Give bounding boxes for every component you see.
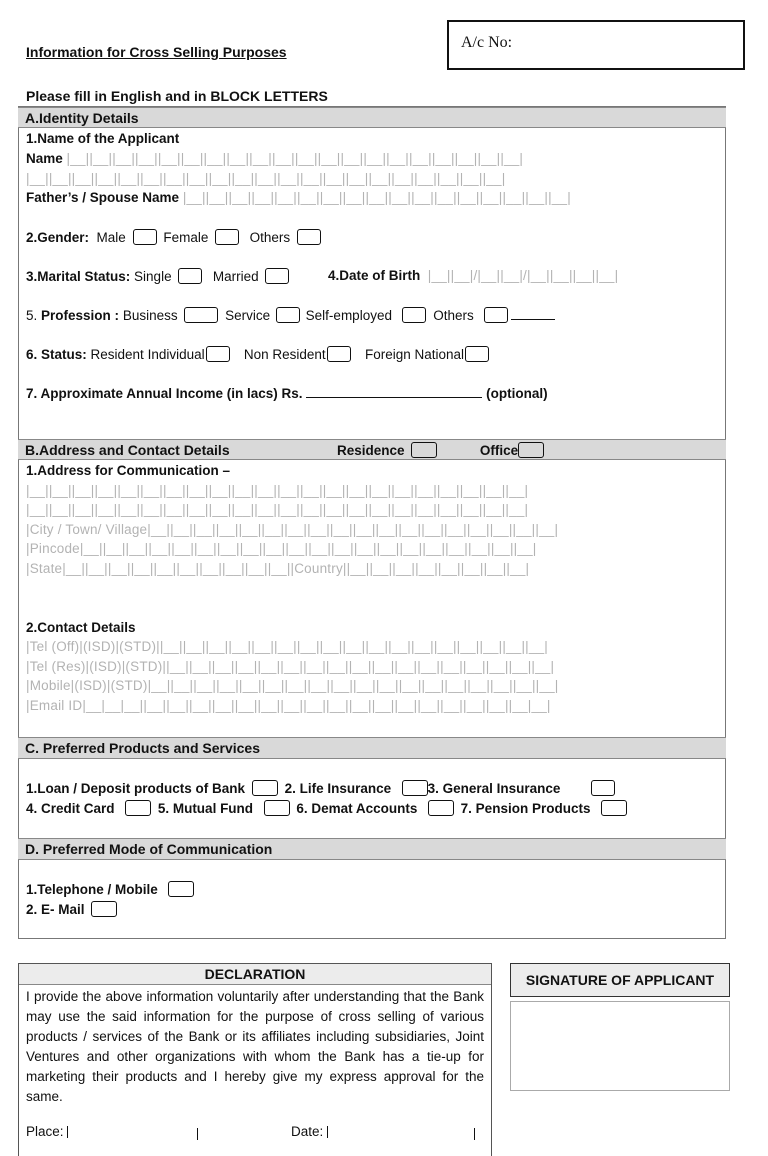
comm-email-checkbox[interactable]: [91, 901, 117, 917]
section-b-title: B.Address and Contact Details: [25, 442, 230, 458]
section-a-heading: [18, 107, 726, 128]
gender-label: 2.Gender:: [26, 230, 90, 245]
date-of-birth-row[interactable]: [328, 268, 618, 283]
tel-residence-cells[interactable]: |Tel (Res)|(ISD)|(STD)||__||__||__||__||__||__||__||__||__||__||__||__||__||__||__||__||__|: [26, 659, 555, 674]
mobile-cells[interactable]: |Mobile|(ISD)|(STD)|__||__||__||__||__||__||__||__||__||__||__||__||__||__||__||__||__||__|: [26, 678, 559, 693]
product-mutual-checkbox[interactable]: [264, 800, 290, 816]
city-cells[interactable]: |City / Town/ Village|__||__||__||__||__||__||__||__||__||__||__||__||__||__||__||__||__||__|: [26, 522, 559, 537]
product-credit-label: 4. Credit Card: [26, 801, 115, 816]
profession-others-checkbox[interactable]: [484, 307, 508, 323]
applicant-name-heading: 1.Name of the Applicant: [26, 131, 180, 146]
gender-female-label: Female: [163, 230, 209, 245]
comm-email-label: 2. E- Mail: [26, 902, 85, 917]
form-instruction: Please fill in English and in BLOCK LETTERS: [26, 88, 328, 104]
tel-office-cells[interactable]: |Tel (Off)|(ISD)|(STD)||__||__||__||__||__||__||__||__||__||__||__||__||__||__||__||__||__|: [26, 639, 548, 654]
declaration-title: DECLARATION: [204, 966, 306, 982]
profession-selfemployed-label: Self-employed: [305, 308, 392, 323]
residence-checkbox[interactable]: [411, 442, 437, 458]
comm-email-row: [26, 901, 120, 917]
status-resident-checkbox[interactable]: [206, 346, 230, 362]
marital-label: 3.Marital Status:: [26, 269, 131, 284]
signature-box[interactable]: [510, 1001, 730, 1091]
comm-telephone-checkbox[interactable]: [168, 881, 194, 897]
marital-married-label: Married: [212, 269, 259, 284]
product-general-label: 3. General Insurance: [427, 781, 561, 796]
address-heading: 1.Address for Communication –: [26, 463, 231, 478]
profession-service-checkbox[interactable]: [276, 307, 300, 323]
date-field-start: [327, 1126, 328, 1138]
products-row-1: [26, 780, 618, 796]
signature-header: [510, 963, 730, 997]
address-line-1-cells[interactable]: |__||__||__||__||__||__||__||__||__||__||__||__||__||__||__||__||__||__||__||__||__||__|: [26, 483, 529, 498]
dob-label: 4.Date of Birth: [328, 268, 421, 283]
father-spouse-label: Father’s / Spouse Name: [26, 190, 180, 205]
date-label: Date:: [291, 1124, 324, 1139]
applicant-name-row[interactable]: [26, 151, 523, 166]
email-cells[interactable]: |Email ID|__|__|__||__||__||__||__||__||__||__||__||__||__||__||__||__||__||__||__||__|__|: [26, 698, 551, 713]
place-field-start: [67, 1126, 68, 1138]
product-credit-checkbox[interactable]: [125, 800, 151, 816]
section-a-title: A.Identity Details: [25, 110, 139, 126]
section-d-heading: [18, 838, 726, 860]
father-spouse-name-row[interactable]: [26, 190, 571, 205]
gender-row: [26, 229, 324, 245]
name-label: Name: [26, 151, 63, 166]
product-demat-checkbox[interactable]: [428, 800, 454, 816]
declaration-header: [19, 964, 491, 985]
account-number-label: A/c No:: [461, 34, 513, 51]
address-line-2-cells[interactable]: |__||__||__||__||__||__||__||__||__||__||__||__||__||__||__||__||__||__||__||__||__||__|: [26, 502, 529, 517]
status-row: [26, 346, 492, 362]
name-cells-2[interactable]: |__||__||__||__||__||__||__||__||__||__||__||__||__||__||__||__||__||__||__||__||__|: [26, 171, 506, 186]
office-checkbox[interactable]: [518, 442, 544, 458]
annual-income-row[interactable]: [26, 386, 548, 401]
status-nonresident-label: Non Resident: [243, 347, 326, 362]
profession-number: 5.: [26, 308, 38, 323]
product-life-checkbox[interactable]: [402, 780, 428, 796]
gender-male-label: Male: [96, 230, 126, 245]
address-type-row: [337, 442, 547, 458]
profession-label: Profession :: [41, 308, 120, 323]
marital-single-checkbox[interactable]: [178, 268, 202, 284]
father-spouse-cells[interactable]: |__||__||__||__||__||__||__||__||__||__||__||__||__||__||__||__||__|: [182, 190, 571, 205]
product-loan-label: 1.Loan / Deposit products of Bank: [26, 781, 246, 796]
place-row[interactable]: [26, 1124, 68, 1139]
marital-single-label: Single: [134, 269, 172, 284]
office-label: Office: [479, 443, 519, 458]
place-label: Place:: [26, 1124, 64, 1139]
product-pension-label: 7. Pension Products: [460, 801, 591, 816]
account-number-field[interactable]: [447, 20, 745, 70]
gender-others-checkbox[interactable]: [297, 229, 321, 245]
status-label: 6. Status:: [26, 347, 87, 362]
contact-heading: 2.Contact Details: [26, 620, 136, 635]
status-nonresident-checkbox[interactable]: [327, 346, 351, 362]
profession-business-checkbox[interactable]: [184, 307, 218, 323]
signature-title: SIGNATURE OF APPLICANT: [525, 972, 715, 988]
status-foreign-checkbox[interactable]: [465, 346, 489, 362]
profession-others-blank[interactable]: [511, 319, 555, 320]
marital-married-checkbox[interactable]: [265, 268, 289, 284]
product-pension-checkbox[interactable]: [601, 800, 627, 816]
profession-business-label: Business: [122, 308, 178, 323]
status-foreign-label: Foreign National: [364, 347, 465, 362]
profession-others-label: Others: [433, 308, 474, 323]
profession-service-label: Service: [225, 308, 271, 323]
state-country-cells[interactable]: |State|__||__||__||__||__||__||__||__||__||__||Country||__||__||__||__||__||__||__||__|: [26, 561, 530, 576]
product-loan-checkbox[interactable]: [252, 780, 278, 796]
place-field-end: [197, 1128, 198, 1140]
pincode-cells[interactable]: |Pincode|__||__||__||__||__||__||__||__||__||__||__||__||__||__||__||__||__||__||__||__|: [26, 541, 537, 556]
income-label: 7. Approximate Annual Income (in lacs) Rs.: [26, 386, 303, 401]
gender-female-checkbox[interactable]: [215, 229, 239, 245]
income-blank[interactable]: [306, 397, 482, 398]
marital-status-row: [26, 268, 292, 284]
gender-others-label: Others: [249, 230, 291, 245]
product-life-label: 2. Life Insurance: [284, 781, 392, 796]
profession-row: [26, 307, 555, 323]
date-field-end: [474, 1128, 475, 1140]
product-general-checkbox[interactable]: [591, 780, 615, 796]
products-row-2: [26, 800, 630, 816]
product-demat-label: 6. Demat Accounts: [296, 801, 418, 816]
name-cells[interactable]: |__||__||__||__||__||__||__||__||__||__||__||__||__||__||__||__||__||__||__||__|: [66, 151, 524, 166]
form-title: Information for Cross Selling Purposes: [26, 44, 287, 60]
comm-telephone-label: 1.Telephone / Mobile: [26, 882, 158, 897]
status-resident-label: Resident Individual: [90, 347, 205, 362]
section-d-title: D. Preferred Mode of Communication: [25, 841, 273, 857]
applicant-name-row-2[interactable]: [26, 171, 505, 186]
declaration-text: I provide the above information voluntarily after understanding that the Bank may use the said information for the purpose of cross selling of various products / services of the Bank or its affiliates including subsidiaries, Joint Ventures and other organizations with whom the Bank has a tie-up for marketing their products and I hereby give my express approval for the same.: [26, 989, 484, 1104]
residence-label: Residence: [337, 443, 405, 458]
dob-cells[interactable]: |__||__|/|__||__|/|__||__||__||__|: [427, 268, 619, 283]
profession-selfemployed-checkbox[interactable]: [402, 307, 426, 323]
gender-male-checkbox[interactable]: [133, 229, 157, 245]
date-row[interactable]: [291, 1124, 328, 1139]
income-optional: (optional): [486, 386, 548, 401]
section-c-title: C. Preferred Products and Services: [25, 740, 260, 756]
product-mutual-label: 5. Mutual Fund: [157, 801, 254, 816]
section-c-heading: [18, 737, 726, 759]
comm-telephone-row: [26, 881, 197, 897]
